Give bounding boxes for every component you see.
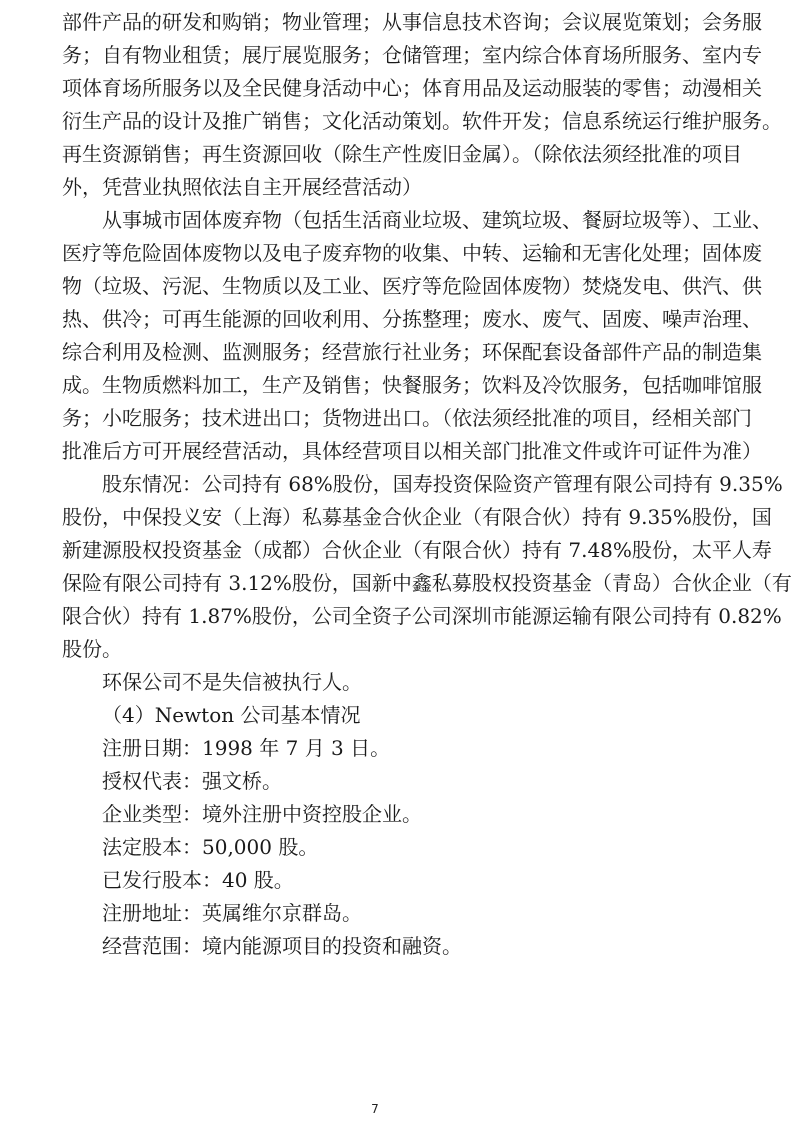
business-scope-paragraph-continued (62, 6, 782, 204)
text-line: 批准后方可开展经营活动，具体经营项目以相关部门批准文件或许可证件为准） (62, 439, 762, 463)
text-line: 务；自有物业租赁；展厅展览服务；仓储管理；室内综合体育场所服务、室内专 (62, 43, 762, 67)
issued-share-capital: 已发行股本：40 股。 (102, 868, 294, 892)
text-line: 物（垃圾、污泥、生物质以及工业、医疗等危险固体废物）焚烧发电、供汽、供 (62, 274, 762, 298)
text-line: 务；小吃服务；技术进出口；货物进出口。（依法须经批准的项目，经相关部门 (62, 406, 752, 430)
text-line: 保险有限公司持有 3.12%股份，国新中鑫私募股权投资基金（青岛）合伙企业（有 (62, 571, 792, 595)
text-line: 综合利用及检测、监测服务；经营旅行社业务；环保配套设备部件产品的制造集 (62, 340, 762, 364)
text-line: 从事城市固体废弃物（包括生活商业垃圾、建筑垃圾、餐厨垃圾等）、工业、 (102, 208, 772, 232)
text-line: 项体育场所服务以及全民健身活动中心；体育用品及运动服装的零售；动漫相关 (62, 76, 762, 100)
text-line: 股份，中保投义安（上海）私募基金合伙企业（有限合伙）持有 9.35%股份，国 (62, 505, 772, 529)
page-number: 7 (371, 1102, 379, 1116)
text-line: 衍生产品的设计及推广销售；文化活动策划。软件开发；信息系统运行维护服务。 (62, 109, 782, 133)
waste-business-paragraph (62, 204, 772, 468)
text-line: 股东情况：公司持有 68%股份，国寿投资保险资产管理有限公司持有 9.35% (102, 472, 783, 496)
document-body (62, 6, 792, 963)
authorized-representative: 授权代表：强文桥。 (102, 769, 282, 793)
text-line: 限合伙）持有 1.87%股份，公司全资子公司深圳市能源运输有限公司持有 0.82% (62, 604, 782, 628)
text-line: 股份。 (62, 637, 122, 661)
text-line: 成。生物质燃料加工，生产及销售；快餐服务；饮料及冷饮服务，包括咖啡馆服 (62, 373, 762, 397)
text-line: 部件产品的研发和购销；物业管理；从事信息技术咨询；会议展览策划；会务服 (62, 10, 762, 34)
text-line: 外，凭营业执照依法自主开展经营活动） (62, 175, 422, 199)
shareholder-paragraph (62, 468, 792, 666)
text-line: 新建源股权投资基金（成都）合伙企业（有限合伙）持有 7.48%股份，太平人寿 (62, 538, 772, 562)
text-line: 医疗等危险固体废物以及电子废弃物的收集、中转、运输和无害化处理；固体废 (62, 241, 762, 265)
business-scope: 经营范围：境内能源项目的投资和融资。 (102, 934, 462, 958)
text-line: 热、供冷；可再生能源的回收利用、分拣整理；废水、废气、固废、噪声治理、 (62, 307, 762, 331)
registered-address: 注册地址：英属维尔京群岛。 (102, 901, 362, 925)
section-heading: （4）Newton 公司基本情况 (102, 703, 361, 727)
registration-date: 注册日期：1998 年 7 月 3 日。 (102, 736, 391, 760)
text-line: 再生资源销售；再生资源回收（除生产性废旧金属）。（除依法须经批准的项目 (62, 142, 742, 166)
statutory-share-capital: 法定股本：50,000 股。 (102, 835, 319, 859)
enterprise-type: 企业类型：境外注册中资控股企业。 (102, 802, 422, 826)
credit-status-statement: 环保公司不是失信被执行人。 (102, 670, 362, 694)
